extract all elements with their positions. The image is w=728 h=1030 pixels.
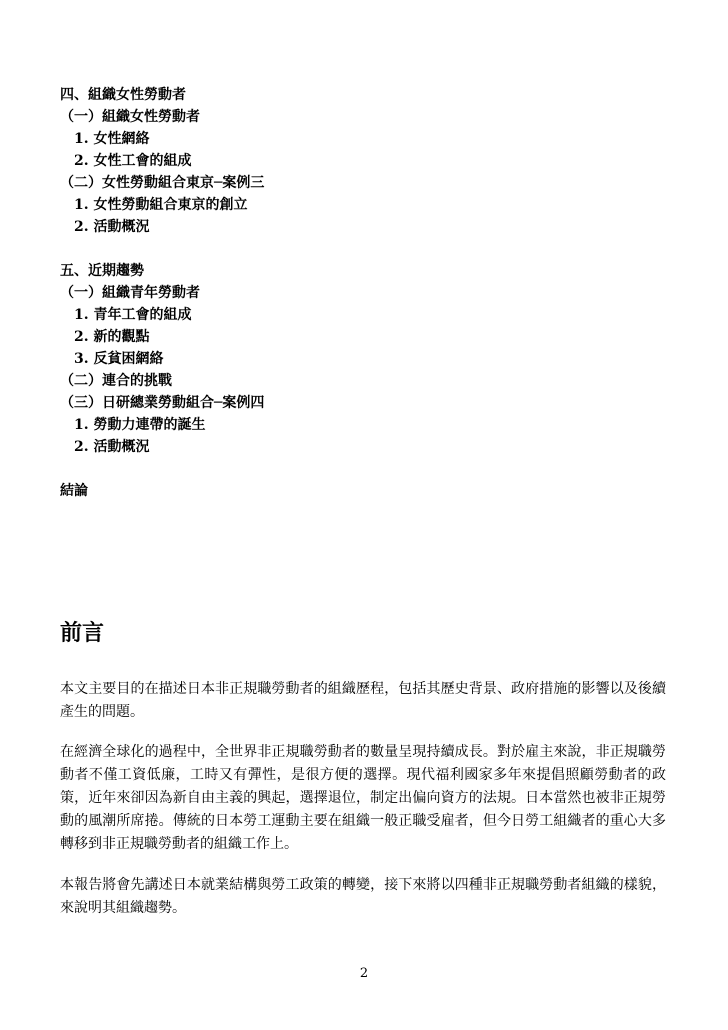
table-of-contents	[60, 84, 680, 502]
toc-section: （一）組織女性勞動者	[60, 109, 200, 125]
toc-section: （三）日研總業勞動組合─案例四	[60, 395, 265, 411]
toc-chapter: 結論	[60, 483, 88, 499]
toc-spacer	[60, 458, 680, 480]
intro-paragraph-2: 在經濟全球化的過程中，全世界非正規職勞動者的數量呈現持續成長。對於雇主來說，非正規職勞動者不僅工資低廉，工時又有彈性，是很方便的選擇。現代福利國家多年來提倡照顧勞動者的政策，近年來卻因為新自由主義的興起，選擇退位，制定出偏向資方的法規。日本當然也被非正規勞動的風潮所席捲。傳統的日本勞工運動主要在組織一般正職受雇者，但今日勞工組織者的重心大多轉移到非正規職勞動者的組織工作上。	[60, 744, 666, 852]
toc-subsection: 1. 女性網絡	[74, 131, 150, 147]
toc-subsection: 2. 新的觀點	[74, 329, 150, 345]
toc-subsection: 1. 青年工會的組成	[74, 307, 192, 323]
toc-section: （二）連合的挑戰	[60, 373, 172, 389]
toc-subsection: 2. 女性工會的組成	[74, 153, 192, 169]
intro-paragraph-3: 本報告將會先講述日本就業結構與勞工政策的轉變，接下來將以四種非正規職勞動者組織的樣貌，來說明其組織趨勢。	[60, 877, 666, 916]
toc-subsection: 1. 勞動力連帶的誕生	[74, 417, 206, 433]
toc-spacer	[60, 238, 680, 260]
page-number: 2	[359, 966, 369, 981]
toc-section: （二）女性勞動組合東京─案例三	[60, 175, 265, 191]
intro-paragraph-1: 本文主要目的在描述日本非正規職勞動者的組織歷程，包括其歷史背景、政府措施的影響以及後續產生的問題。	[60, 681, 666, 720]
toc-section: （一）組織青年勞動者	[60, 285, 200, 301]
toc-chapter: 四、組織女性勞動者	[60, 87, 186, 103]
toc-subsection: 2. 活動概況	[74, 439, 150, 455]
toc-chapter: 五、近期趨勢	[60, 263, 144, 279]
toc-subsection: 3. 反貧困網絡	[74, 351, 164, 367]
toc-subsection: 2. 活動概況	[74, 219, 150, 235]
toc-subsection: 1. 女性勞動組合東京的創立	[74, 197, 248, 213]
section-heading: 前言	[60, 620, 105, 646]
